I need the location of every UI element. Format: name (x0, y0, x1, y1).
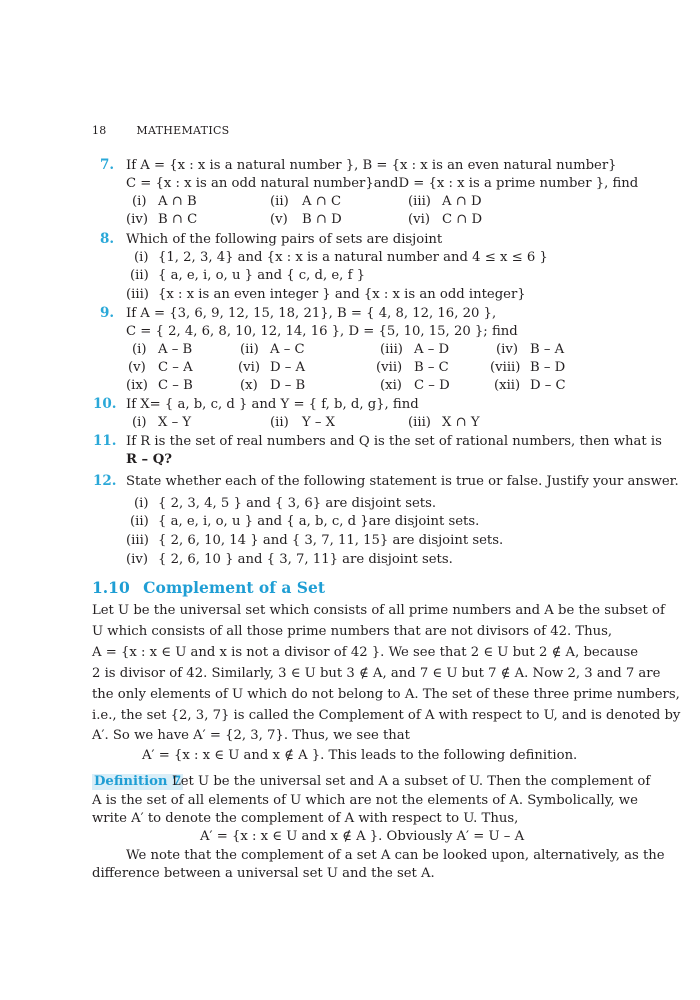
question-text: Which of the following pairs of sets are disjoint (126, 232, 443, 247)
option-text: C – A (158, 360, 193, 375)
question-text: R – Q? (126, 452, 172, 467)
option-label: (iv) (126, 212, 148, 227)
option-label: (iii) (126, 287, 149, 302)
option-label: (iii) (408, 415, 431, 430)
option-text: { 2, 6, 10 } and { 3, 7, 11} are disjoint sets. (158, 552, 453, 567)
paragraph-line: A′ = {x : x ∈ U and x ∉ A }. This leads to the following definition. (142, 748, 578, 763)
question-number: 7. (100, 157, 115, 173)
option-text: {x : x is an even integer } and {x : x is an odd integer} (158, 287, 526, 302)
option-text: Y – X (302, 415, 336, 430)
running-header (92, 124, 230, 137)
page-number: 18 (92, 124, 107, 137)
option-label: (iv) (126, 552, 148, 567)
option-text: B ∩ C (158, 212, 198, 227)
option-text: D – B (270, 378, 306, 393)
option-text: { a, e, i, o, u } and { c, d, e, f } (158, 268, 366, 283)
option-label: (xi) (380, 378, 402, 393)
option-label: (viii) (490, 360, 521, 375)
option-label: (ii) (270, 415, 289, 430)
option-text: { 2, 3, 4, 5 } and { 3, 6} are disjoint sets. (158, 496, 437, 511)
option-label: (i) (132, 342, 147, 357)
option-label: (ii) (130, 514, 149, 529)
option-label: (v) (270, 212, 288, 227)
option-label: (ix) (126, 378, 148, 393)
paragraph-line: Let U be the universal set which consists of all prime numbers and A be the subset of (92, 603, 665, 618)
option-text: { a, e, i, o, u } and { a, b, c, d }are disjoint sets. (158, 514, 480, 529)
option-text: {1, 2, 3, 4} and {x : x is a natural number and 4 ≤ x ≤ 6 } (158, 250, 548, 265)
option-text: A – B (158, 342, 193, 357)
option-label: (ii) (130, 268, 149, 283)
option-text: C – D (414, 378, 450, 393)
option-label: (i) (134, 496, 149, 511)
book-title: MATHEMATICS (136, 124, 230, 137)
paragraph-line: i.e., the set {2, 3, 7} is called the Complement of A with respect to U, and is denoted by (92, 708, 681, 723)
paragraph-line: U which consists of all those prime numbers that are not divisors of 42. Thus, (92, 624, 613, 639)
option-label: (iii) (408, 194, 431, 209)
option-label: (iii) (380, 342, 403, 357)
question-text: C = { 2, 4, 6, 8, 10, 12, 14, 16 }, D = {5, 10, 15, 20 }; find (126, 324, 518, 339)
option-text: D – A (270, 360, 306, 375)
option-label: (v) (128, 360, 146, 375)
option-text: B ∩ D (302, 212, 342, 227)
question-number: 11. (93, 433, 117, 449)
option-text: A ∩ D (442, 194, 482, 209)
question-text: If A = {x : x is a natural number }, B = {x : x is an even natural number} (126, 158, 617, 173)
question-number: 9. (100, 305, 115, 321)
paragraph-line: A′. So we have A′ = {2, 3, 7}. Thus, we see that (92, 728, 410, 743)
question-number: 12. (93, 473, 117, 489)
option-label: (i) (132, 194, 147, 209)
option-text: D – C (530, 378, 566, 393)
option-text: A – D (414, 342, 450, 357)
question-number: 10. (93, 396, 117, 412)
definition-line: We note that the complement of a set A can be looked upon, alternatively, as the (126, 848, 665, 863)
question-text: If R is the set of real numbers and Q is the set of rational numbers, then what is (126, 434, 662, 449)
option-text: A ∩ C (302, 194, 342, 209)
option-text: X – Y (158, 415, 192, 430)
option-label: (iii) (126, 533, 149, 548)
option-label: (vii) (376, 360, 403, 375)
option-label: (vi) (238, 360, 260, 375)
option-text: B – D (530, 360, 566, 375)
option-label: (i) (132, 415, 147, 430)
definition-formula: A′ = {x : x ∈ U and x ∉ A }. Obviously A′ = U – A (200, 829, 525, 844)
question-text: If A = {3, 6, 9, 12, 15, 18, 21}, B = { 4, 8, 12, 16, 20 }, (126, 306, 497, 321)
option-text: { 2, 6, 10, 14 } and { 3, 7, 11, 15} are disjoint sets. (158, 533, 504, 548)
question-text: If X= { a, b, c, d } and Y = { f, b, d, g}, find (126, 397, 419, 412)
paragraph-line: 2 is divisor of 42. Similarly, 3 ∈ U but 3 ∉ A, and 7 ∈ U but 7 ∉ A. Now 2, 3 and 7 are (92, 666, 661, 681)
section-title: Complement of a Set (143, 578, 325, 597)
definition-label: Definition 7 (94, 774, 182, 789)
option-text: A ∩ B (158, 194, 197, 209)
option-label: (x) (240, 378, 258, 393)
definition-line: Let U be the universal set and A a subset of U. Then the complement of (172, 774, 651, 789)
option-label: (xii) (494, 378, 521, 393)
option-text: A – C (270, 342, 305, 357)
definition-line: write A′ to denote the complement of A with respect to U. Thus, (92, 811, 519, 826)
option-label: (vi) (408, 212, 430, 227)
option-text: C – B (158, 378, 193, 393)
question-text: C = {x : x is an odd natural number}andD = {x : x is a prime number }, find (126, 176, 639, 191)
option-text: X ∩ Y (442, 415, 480, 430)
question-number: 8. (100, 231, 115, 247)
paragraph-line: the only elements of U which do not belong to A. The set of these three prime numbers, (92, 687, 680, 702)
option-label: (ii) (240, 342, 259, 357)
option-label: (i) (134, 250, 149, 265)
question-text: State whether each of the following statement is true or false. Justify your answer. (126, 474, 679, 489)
option-text: B – C (414, 360, 449, 375)
section-number: 1.10 (92, 578, 130, 597)
section-heading (92, 578, 325, 597)
option-label: (iv) (496, 342, 518, 357)
definition-line: difference between a universal set U and the set A. (92, 866, 435, 881)
option-label: (ii) (270, 194, 289, 209)
option-text: C ∩ D (442, 212, 483, 227)
option-text: B – A (530, 342, 565, 357)
paragraph-line: A = {x : x ∈ U and x is not a divisor of 42 }. We see that 2 ∈ U but 2 ∉ A, because (92, 645, 639, 660)
definition-line: A is the set of all elements of U which are not the elements of A. Symbolically, we (92, 793, 638, 808)
